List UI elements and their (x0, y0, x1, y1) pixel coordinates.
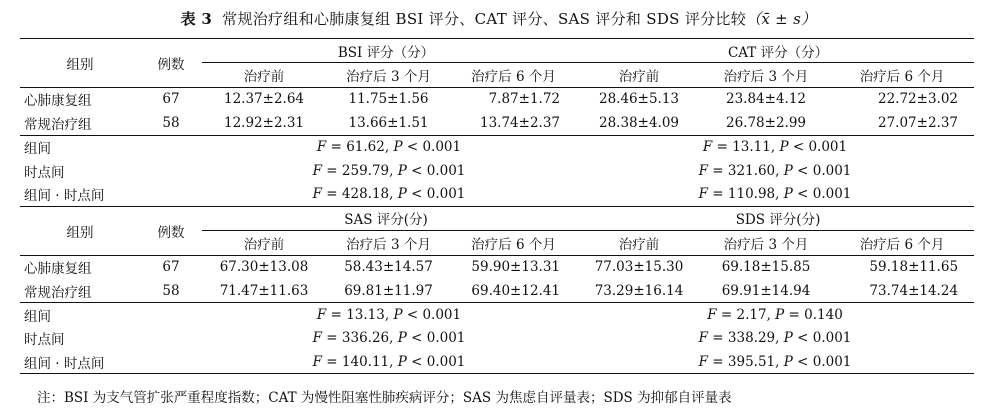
p-operator: < (411, 353, 423, 370)
score-value: 11.75±1.56 (348, 91, 429, 108)
score-value: 71.47±11.63 (219, 282, 309, 299)
timepoint-header: 治疗后 6 个月 (451, 231, 576, 255)
left-statistic: F = 61.62, P < 0.001 (202, 135, 576, 159)
score-value: 73.29±16.14 (594, 282, 684, 299)
p-value: 0.001 (422, 139, 462, 156)
timepoint-header: 治疗前 (576, 231, 702, 255)
timepoint-header: 治疗后 3 个月 (326, 63, 451, 87)
timepoint-header: 治疗前 (202, 63, 326, 87)
f-value: 395.51 (727, 353, 776, 370)
timepoint-header: 治疗后 6 个月 (830, 63, 974, 87)
left-statistic: F = 140.11, P < 0.001 (202, 350, 576, 374)
score-value: 69.18±15.85 (721, 259, 811, 276)
p-operator: < (411, 162, 423, 179)
p-operator: < (406, 306, 419, 323)
group-header: 组别 (20, 206, 140, 255)
score-value: 58.43±14.57 (344, 259, 433, 276)
p-value: 0.001 (426, 186, 466, 203)
score-value: 73.74±14.24 (869, 282, 959, 299)
statistics-row (20, 182, 974, 206)
comparison-table (20, 38, 974, 374)
header-row (20, 206, 974, 230)
f-value: 61.62 (346, 139, 385, 156)
score-value: 67.30±13.08 (219, 259, 309, 276)
p-value: 0.001 (812, 330, 852, 347)
header-row (20, 39, 974, 63)
stat-label: 组间 (20, 303, 202, 327)
table-formula: （x̄ ± s） (746, 10, 817, 28)
right-measure-header: CAT 评分（分） (576, 39, 974, 63)
score-value: 28.46±5.13 (599, 91, 680, 108)
statistics-row (20, 135, 974, 159)
statistics-row (20, 159, 974, 182)
p-value: 0.001 (426, 330, 466, 347)
score-value: 27.07±2.37 (878, 114, 959, 131)
table-row (20, 111, 974, 135)
group-label: 常规治疗组 (24, 284, 92, 301)
p-operator: < (797, 162, 809, 179)
timepoint-header: 治疗前 (202, 231, 326, 255)
p-operator: < (411, 330, 423, 347)
table-title (0, 8, 997, 29)
group-label: 常规治疗组 (24, 116, 92, 133)
f-value: 13.13 (346, 306, 385, 323)
f-value: 428.18 (341, 186, 390, 203)
p-operator: < (792, 139, 805, 156)
case-count: 67 (162, 91, 180, 108)
case-count: 58 (162, 114, 180, 131)
left-statistic: F = 428.18, P < 0.001 (312, 186, 466, 203)
score-value: 26.78±2.99 (726, 114, 807, 131)
group-header: 组别 (20, 39, 140, 88)
group-label: 心肺康复组 (24, 261, 92, 278)
p-value: 0.001 (812, 186, 852, 203)
left-statistic: F = 336.26, P < 0.001 (312, 330, 466, 347)
score-value: 12.37±2.64 (223, 91, 305, 108)
right-statistic: F = 338.29, P < 0.001 (698, 330, 852, 347)
stat-label: 组间 · 时点间 (24, 188, 105, 205)
p-value: 0.001 (426, 353, 466, 370)
right-statistic: F = 2.17, P = 0.140 (576, 303, 974, 327)
table-row (20, 279, 974, 303)
table-footnote: 注：BSI 为支气管扩张严重程度指数；CAT 为慢性阻塞性肺疾病评分；SAS 为焦虑自评量表；SDS 为抑郁自评量表 (37, 390, 732, 406)
score-value: 59.90±13.31 (471, 259, 561, 276)
f-value: 13.11 (732, 139, 771, 156)
score-value: 59.18±11.65 (869, 259, 959, 276)
table-caption: 常规治疗组和心肺康复组 BSI 评分、CAT 评分、SAS 评分和 SDS 评分比较 (222, 10, 747, 28)
timepoint-header: 治疗后 3 个月 (702, 63, 830, 87)
cases-header: 例数 (140, 39, 202, 88)
right-measure-header: SDS 评分(分) (576, 206, 974, 230)
timepoint-header: 治疗后 6 个月 (830, 231, 974, 255)
score-value: 22.72±3.02 (878, 91, 959, 108)
group-label: 心肺康复组 (24, 93, 92, 110)
p-operator: < (797, 186, 809, 203)
p-operator: < (797, 353, 809, 370)
right-statistic: F = 110.98, P < 0.001 (698, 186, 852, 203)
stat-label: 时点间 (24, 164, 65, 181)
score-value: 23.84±4.12 (726, 91, 807, 108)
f-value: 259.79 (341, 162, 390, 179)
left-measure-header: BSI 评分（分） (202, 39, 576, 63)
stat-label: 组间 · 时点间 (20, 350, 202, 374)
case-count: 58 (162, 282, 180, 299)
score-value: 69.81±11.97 (344, 282, 433, 299)
p-value: 0.001 (422, 306, 462, 323)
p-operator: < (797, 330, 809, 347)
f-value: 140.11 (341, 353, 390, 370)
statistics-row (20, 303, 974, 327)
score-value: 7.87±1.72 (488, 91, 561, 108)
f-value: 321.60 (727, 162, 776, 179)
left-measure-header: SAS 评分(分) (202, 206, 576, 230)
statistics-row (20, 350, 974, 374)
p-operator: < (406, 139, 419, 156)
p-value: 0.001 (808, 139, 848, 156)
timepoint-header: 治疗后 3 个月 (326, 231, 451, 255)
stat-label: 组间 (20, 135, 202, 159)
score-value: 13.66±1.51 (348, 114, 429, 131)
f-value: 336.26 (341, 330, 390, 347)
cases-header: 例数 (140, 206, 202, 255)
f-value: 2.17 (736, 306, 767, 323)
score-value: 69.91±14.94 (721, 282, 811, 299)
p-operator: = (788, 306, 800, 323)
f-value: 338.29 (727, 330, 776, 347)
table-row (20, 87, 974, 111)
score-value: 77.03±15.30 (594, 259, 684, 276)
p-value: 0.001 (812, 353, 852, 370)
case-count: 67 (162, 259, 180, 276)
left-statistic: F = 259.79, P < 0.001 (312, 162, 466, 179)
statistics-row (20, 327, 974, 350)
right-statistic: F = 13.11, P < 0.001 (576, 135, 974, 159)
right-statistic: F = 321.60, P < 0.001 (698, 162, 852, 179)
score-value: 69.40±12.41 (471, 282, 561, 299)
score-value: 28.38±4.09 (599, 114, 680, 131)
p-value: 0.001 (426, 162, 466, 179)
table-number: 表 3 (180, 10, 213, 28)
timepoint-header: 治疗后 3 个月 (702, 231, 830, 255)
score-value: 12.92±2.31 (223, 114, 305, 131)
f-value: 110.98 (727, 186, 776, 203)
score-value: 13.74±2.37 (479, 114, 561, 131)
p-operator: < (411, 186, 423, 203)
right-statistic: F = 395.51, P < 0.001 (576, 350, 974, 374)
table-row (20, 255, 974, 279)
p-value: 0.140 (804, 306, 843, 323)
timepoint-header: 治疗前 (576, 63, 702, 87)
left-statistic: F = 13.13, P < 0.001 (202, 303, 576, 327)
stat-label: 时点间 (24, 332, 65, 349)
timepoint-header: 治疗后 6 个月 (451, 63, 576, 87)
p-value: 0.001 (812, 162, 852, 179)
